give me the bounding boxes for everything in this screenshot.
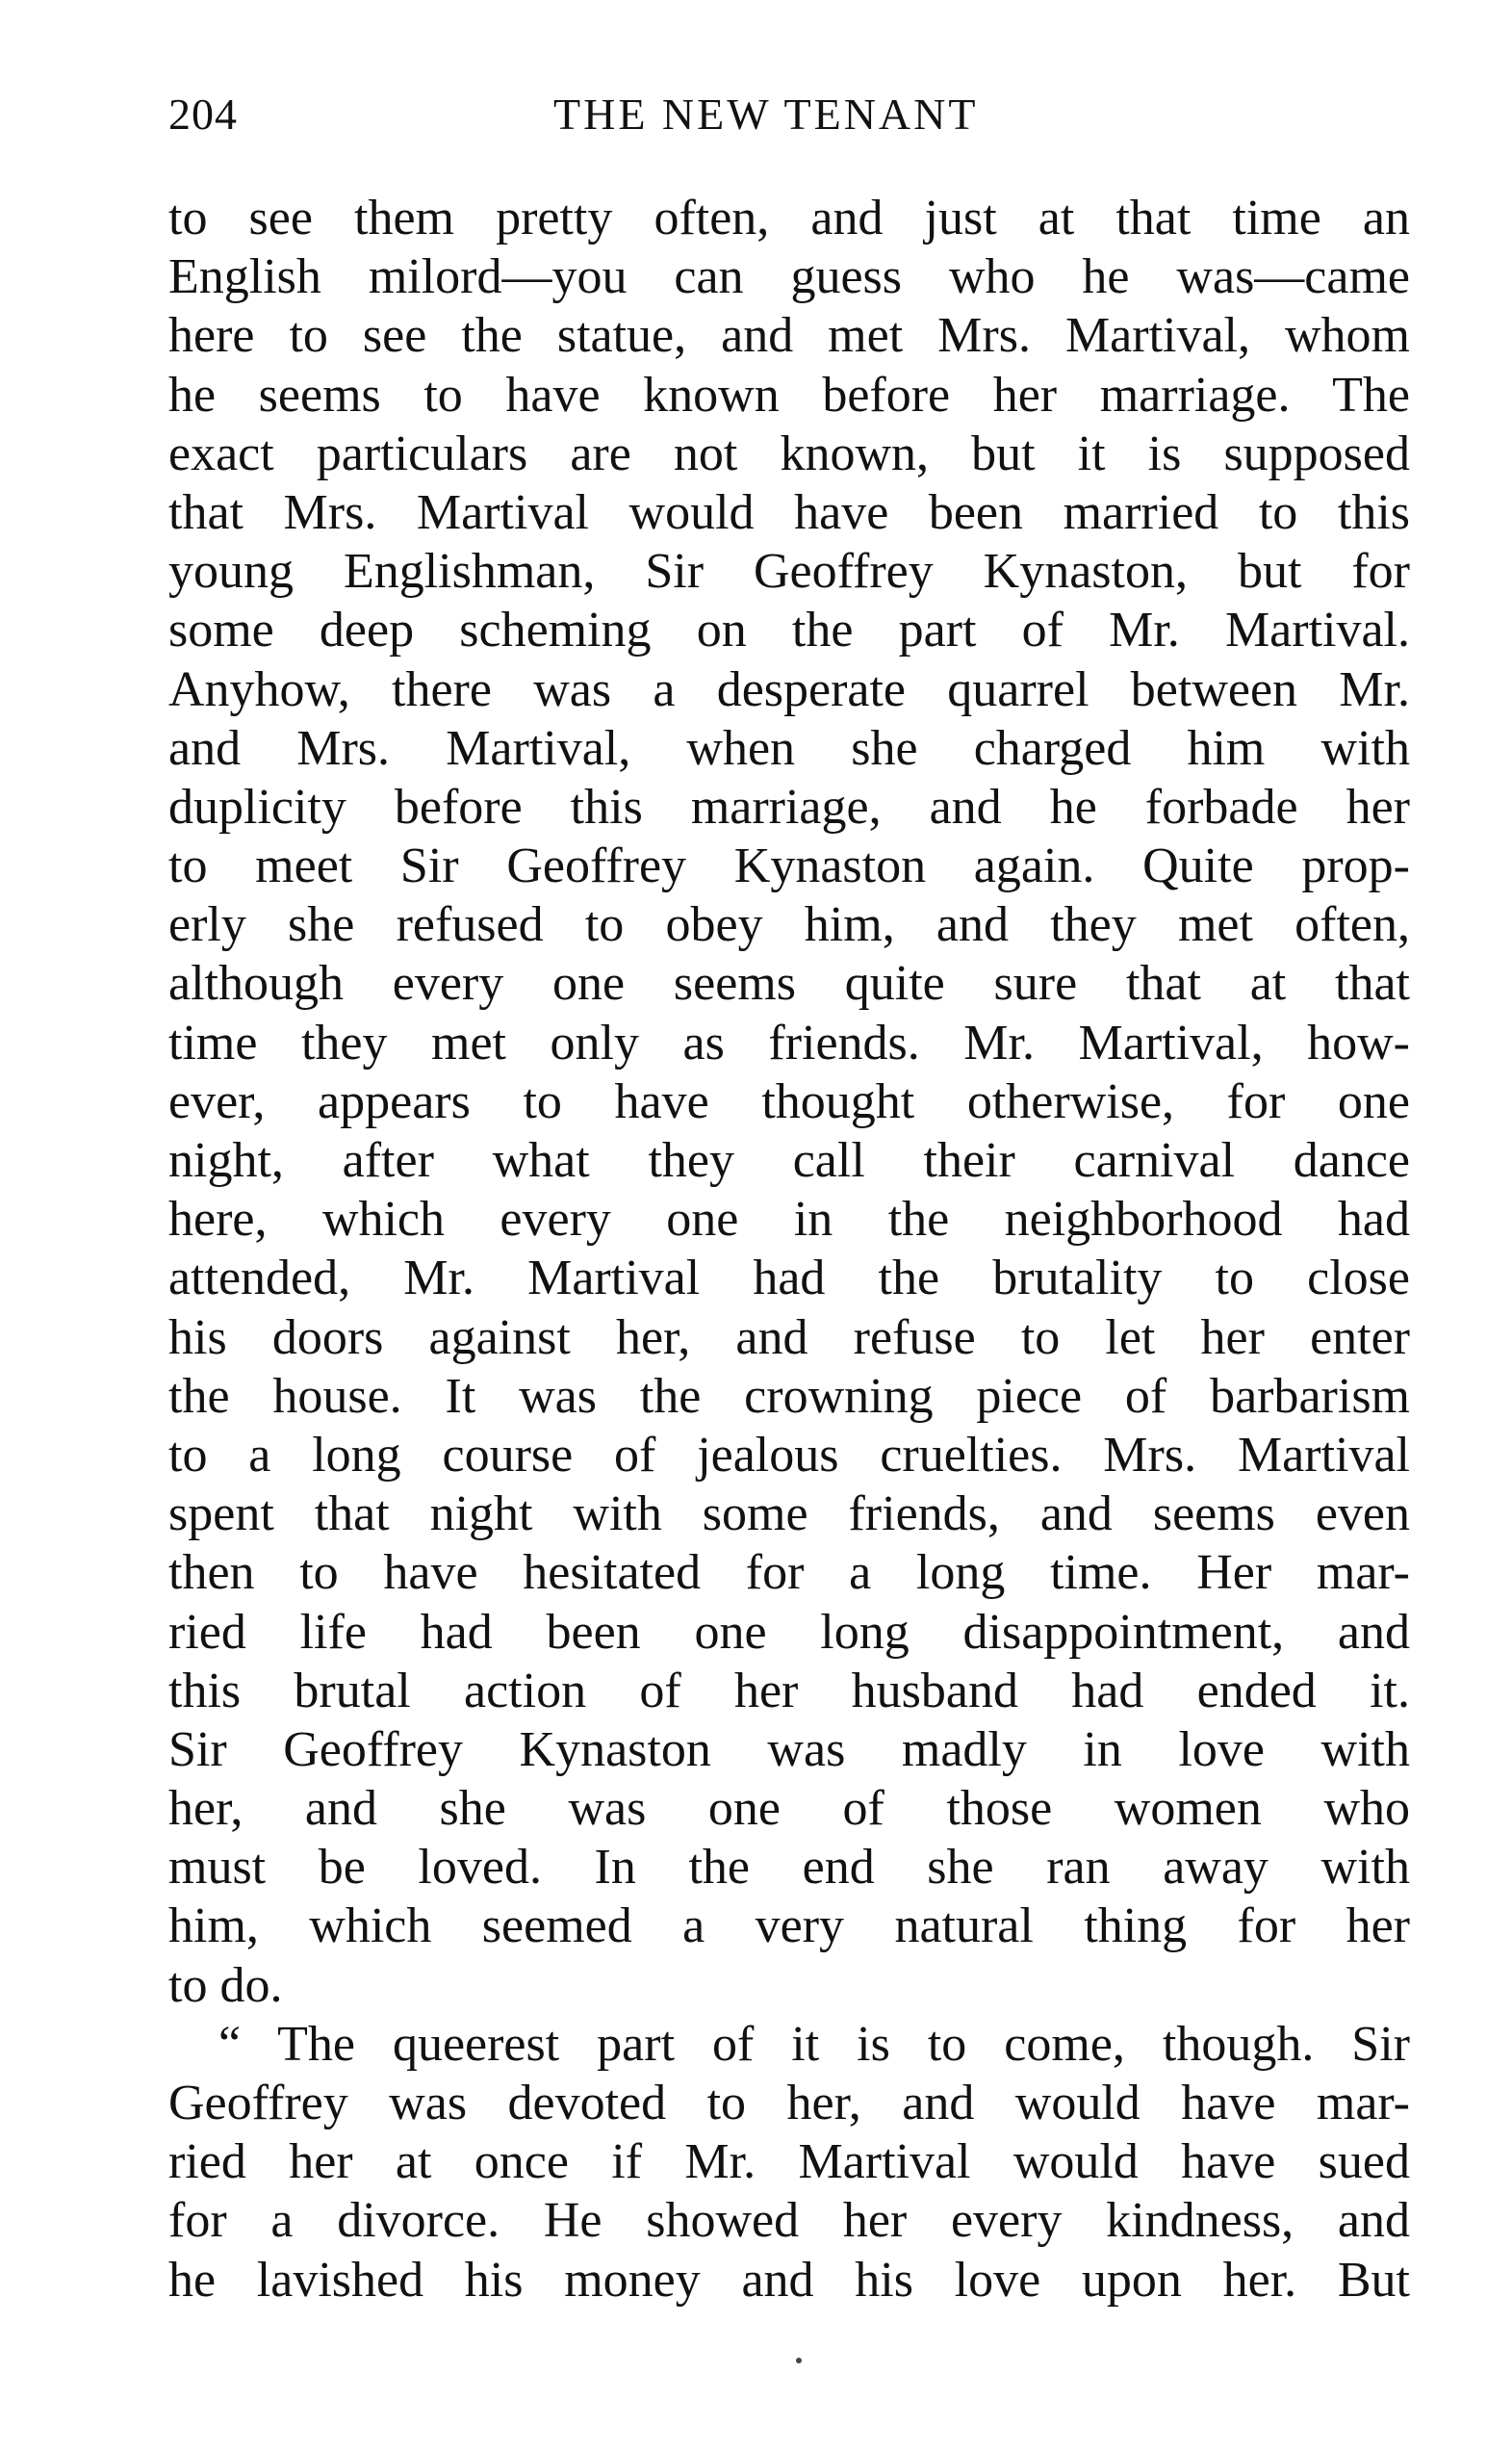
text-line: then to have hesitated for a long time. Her mar- [168, 1545, 1410, 1601]
running-head [168, 89, 1420, 146]
text-line: young Englishman, Sir Geoffrey Kynaston, but for [168, 544, 1410, 600]
text-line: to see them pretty often, and just at that time an [168, 191, 1410, 245]
text-line: that Mrs. Martival would have been married to this [168, 484, 1410, 540]
text-line: time they met only as friends. Mr. Martival, how- [168, 1015, 1410, 1071]
text-line: he seems to have known before her marriage. The [168, 367, 1410, 423]
text-line: her, and she was one of those women who [168, 1781, 1410, 1837]
text-line: ried her at once if Mr. Martival would have sued [168, 2134, 1410, 2190]
text-line: spent that night with some friends, and seems even [168, 1486, 1410, 1542]
text-line: “ The queerest part of it is to come, though. Sir [218, 2016, 1410, 2072]
text-line: the house. It was the crowning piece of barbarism [168, 1368, 1410, 1424]
ink-speck [796, 2358, 802, 2363]
text-line: must be loved. In the end she ran away with [168, 1840, 1410, 1896]
text-line: attended, Mr. Martival had the brutality to close [168, 1251, 1410, 1306]
text-line: ever, appears to have thought otherwise, for one [168, 1073, 1410, 1129]
text-line: English milord—you can guess who he was—came [168, 249, 1410, 305]
text-line: some deep scheming on the part of Mr. Martival. [168, 603, 1410, 658]
page-number: 204 [168, 90, 238, 139]
text-line: night, after what they call their carnival dance [168, 1133, 1410, 1188]
text-line: this brutal action of her husband had ended it. [168, 1663, 1410, 1718]
paragraph [168, 2015, 1410, 2310]
text-line: to meet Sir Geoffrey Kynaston again. Quite prop- [168, 839, 1410, 894]
text-line: here, which every one in the neighborhood had [168, 1192, 1410, 1248]
text-line: Anyhow, there was a desperate quarrel between Mr. [168, 661, 1410, 717]
text-line: him, which seemed a very natural thing for her [168, 1898, 1410, 1954]
text-line: here to see the statue, and met Mrs. Martival, whom [168, 308, 1410, 364]
text-line: to a long course of jealous cruelties. Mrs. Martival [168, 1427, 1410, 1483]
text-line: for a divorce. He showed her every kindness, and [168, 2193, 1410, 2249]
paragraph [168, 189, 1410, 2015]
text-line: although every one seems quite sure that at that [168, 956, 1410, 1012]
text-line: exact particulars are not known, but it is supposed [168, 426, 1410, 481]
text-line: and Mrs. Martival, when she charged him with [168, 720, 1410, 776]
text-line: ried life had been one long disappointment, and [168, 1604, 1410, 1660]
text-line: he lavished his money and his love upon her. But [168, 2252, 1410, 2308]
text-line: duplicity before this marriage, and he forbade her [168, 779, 1410, 835]
body-text [168, 189, 1410, 2310]
running-title: THE NEW TENANT [553, 90, 979, 139]
text-line: Geoffrey was devoted to her, and would have mar- [168, 2076, 1410, 2130]
text-line: his doors against her, and refuse to let her enter [168, 1309, 1410, 1365]
text-line: erly she refused to obey him, and they met often, [168, 897, 1410, 953]
text-line: to do. [168, 1957, 283, 2013]
text-line: Sir Geoffrey Kynaston was madly in love with [168, 1721, 1410, 1777]
